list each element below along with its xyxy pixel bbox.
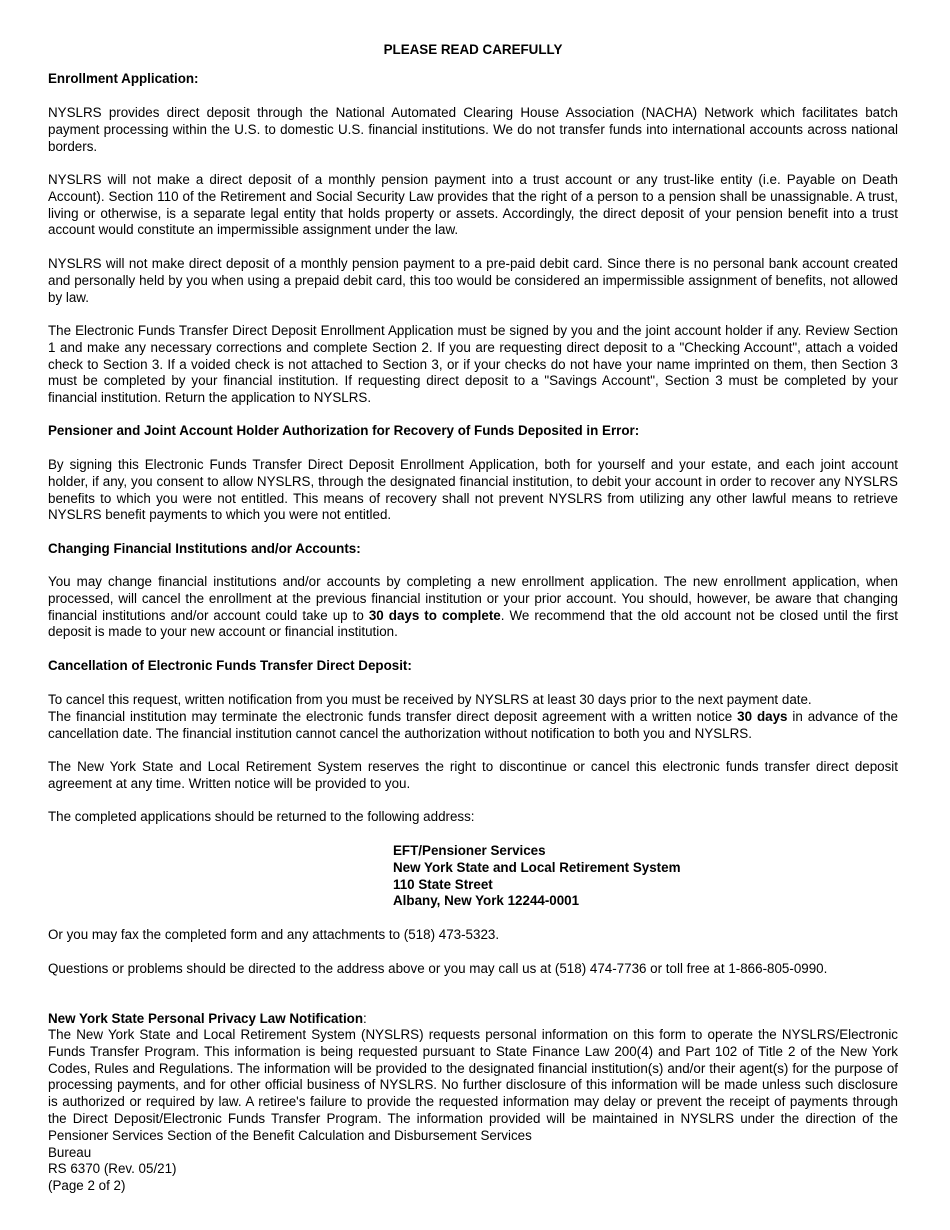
privacy-bureau: Bureau	[48, 1145, 92, 1160]
page-title: PLEASE READ CAREFULLY	[383, 42, 563, 57]
cancellation-paragraph-4: The completed applications should be returned to the following address:	[48, 809, 475, 824]
cancellation-heading: Cancellation of Electronic Funds Transfer Direct Deposit:	[48, 658, 412, 673]
fax-note: Or you may fax the completed form and any attachments to (518) 473-5323.	[48, 927, 500, 942]
address-line-3: 110 State Street	[393, 876, 493, 892]
cancellation-line-1: To cancel this request, written notification from you must be received by NYSLRS at least 30 days prior to the next payment date.	[48, 692, 812, 707]
cancellation-text-emphasis: 30 days	[737, 709, 788, 724]
changing-paragraph	[48, 574, 898, 641]
cancellation-paragraph-3: The New York State and Local Retirement System reserves the right to discontinue or cancel this electronic funds transfer direct deposit agreement at any time. Written notice will be provided to you.	[48, 759, 898, 791]
privacy-body: The New York State and Local Retirement System (NYSLRS) requests personal information on this form to operate the NYSLRS/Electronic Funds Transfer Program. This information is being requested pursuant to State Finance Law 200(4) and Part 102 of Title 2 of the New York Codes, Rules and Regulations. The information will be provided to the designated financial institution(s) and/or their agent(s) for the purpose of processing payments, and for other official business of NYSLRS. No further disclosure of this information will be made unless such disclosure is authorized or required by law. A retiree's failure to provide the requested information may delay or prevent the receipt of payments through the Direct Deposit/Electronic Funds Transfer Program. The information provided will be maintained in NYSLRS under the direction of the Pensioner Services Section of the Benefit Calculation and Disbursement Services	[48, 1027, 898, 1143]
changing-text-start: You may change financial institutions and/or accounts by completing a new enrollment application. The new enrollment application, when processed, will cancel the enrollment at the previous financial institution or your prior account. You should, however, be aware that changing financial institutions and/or account could take up to	[48, 574, 898, 623]
changing-text-emphasis: 30 days to complete	[368, 607, 501, 623]
enrollment-paragraph-3: NYSLRS will not make direct deposit of a monthly pension payment to a pre-paid debit card. Since there is no personal bank account created and personally held by you when using a prepaid debit card, this too would be considered an impermissible assignment of benefits, not allowed by law.	[48, 256, 898, 305]
privacy-heading: New York State Personal Privacy Law Notification	[48, 1011, 364, 1026]
form-number: RS 6370 (Rev. 05/21)	[48, 1161, 177, 1176]
address-line-1: EFT/Pensioner Services	[393, 843, 546, 858]
address-line-2: New York State and Local Retirement System	[393, 859, 681, 875]
privacy-heading-line	[48, 1011, 898, 1028]
enrollment-paragraph-1: NYSLRS provides direct deposit through the National Automated Clearing House Association (NACHA) Network which facilitates batch payment processing within the U.S. to domestic U.S. financial institutions. We do not transfer funds into international accounts across national borders.	[48, 105, 898, 154]
page-number: (Page 2 of 2)	[48, 1178, 126, 1193]
enrollment-paragraph-2: NYSLRS will not make a direct deposit of a monthly pension payment into a trust account or any trust-like entity (i.e. Payable on Death Account). Section 110 of the Retirement and Social Security Law provides that the right of a person to a pension shall be unassignable. A trust, living or otherwise, is a separate legal entity that holds property or assets. Accordingly, the direct deposit of your pension benefit into a trust account would constitute an impermissible assignment under the law.	[48, 172, 898, 238]
recovery-paragraph: By signing this Electronic Funds Transfer Direct Deposit Enrollment Application, both for yourself and your estate, and each joint account holder, if any, you consent to allow NYSLRS, through the designated financial institution, to debit your account in order to recover any NYSLRS benefits to which you were not entitled. This means of recovery shall not prevent NYSLRS from utilizing any other lawful means to retrieve NYSLRS benefit payments to which you were not entitled.	[48, 457, 898, 523]
enrollment-heading: Enrollment Application:	[48, 71, 199, 86]
enrollment-paragraph-4: The Electronic Funds Transfer Direct Deposit Enrollment Application must be signed by you and the joint account holder if any. Review Section 1 and make any necessary corrections and complete Section 2. If you are requesting direct deposit to a "Checking Account", attach a voided check to Section 3. If a voided check is not attached to Section 3, or if your checks do not have your name imprinted on them, then Section 3 must be completed by your financial institution. If requesting direct deposit to a "Savings Account", Section 3 must be completed by your financial institution. Return the application to NYSLRS.	[48, 323, 898, 406]
changing-text-end: . We recommend that the old account not be closed until the first deposit is made to your new account or financial institution.	[48, 607, 898, 640]
changing-heading: Changing Financial Institutions and/or Accounts:	[48, 541, 361, 556]
cancellation-text-start: The financial institution may terminate the electronic funds transfer direct deposit agreement with a written notice	[48, 709, 738, 724]
address-line-4: Albany, New York 12244-0001	[393, 893, 580, 909]
cancellation-text-end: in advance of the cancellation date. The financial institution cannot cancel the authorization without notification to both you and NYSLRS.	[48, 709, 898, 741]
privacy-heading-colon: :	[363, 1011, 367, 1026]
cancellation-paragraph-2	[48, 709, 898, 743]
recovery-heading: Pensioner and Joint Account Holder Authorization for Recovery of Funds Deposited in Error:	[48, 423, 640, 438]
questions-note: Questions or problems should be directed to the address above or you may call us at (518) 474-7736 or toll free at 1-866-805-0990.	[48, 961, 828, 976]
mailing-address	[393, 843, 681, 910]
